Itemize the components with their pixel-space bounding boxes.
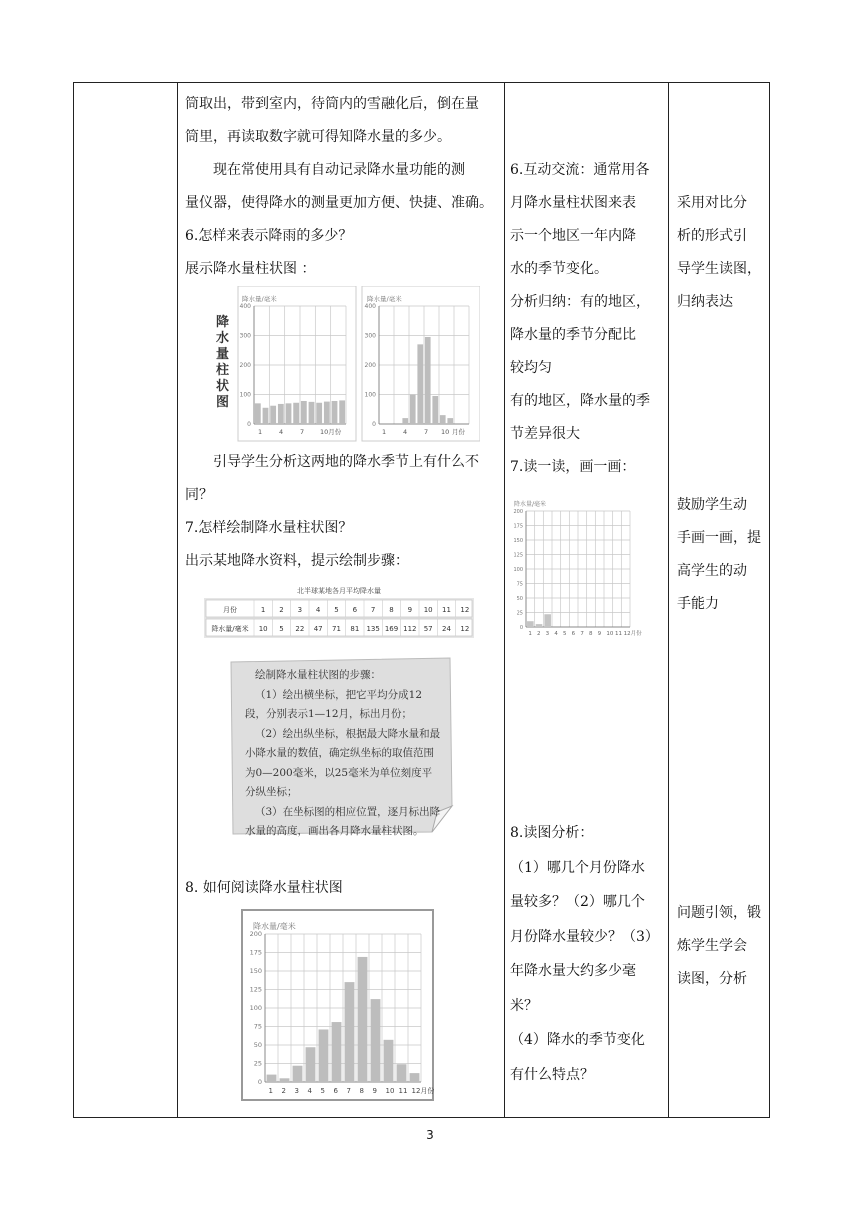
step-item: （2）绘出纵坐标，根据最大降水量和最小降水量的数值，确定纵坐标的取值范围为0—200毫米，以25毫米为单位刻度平分纵坐标； — [245, 727, 441, 798]
bar — [410, 1073, 420, 1082]
bar — [339, 400, 345, 424]
bar — [293, 403, 299, 424]
bar — [402, 418, 408, 424]
x-tick-label: 1 — [258, 428, 263, 436]
body-line: 有什么特点？ — [510, 1066, 594, 1083]
comparison-charts — [186, 286, 480, 442]
design-intent-line: 高学生的动 — [677, 563, 747, 579]
x-tick-label: 11 — [615, 631, 622, 637]
large-rainfall-chart — [241, 909, 434, 1101]
x-tick-label: 4 — [554, 631, 558, 637]
y-tick-label: 100 — [239, 391, 251, 399]
y-tick-label: 25 — [516, 610, 523, 617]
body-line: 8.读图分析： — [510, 825, 594, 841]
x-tick-label: 8 — [589, 631, 593, 637]
x-tick-label: 9 — [597, 631, 602, 637]
x-tick-label: 10 — [385, 1087, 395, 1095]
x-tick-label: 10 — [606, 631, 614, 637]
bar — [309, 402, 315, 424]
y-tick-label: 150 — [513, 538, 523, 544]
y-tick-label: 100 — [513, 567, 523, 573]
body-line: 量较多？（2）哪几个 — [510, 894, 645, 910]
bar — [255, 403, 261, 424]
y-tick-label: 175 — [249, 948, 262, 957]
x-tick-label: 1 — [382, 428, 387, 436]
body-line: 月降水量柱状图来表 — [510, 195, 636, 211]
bar — [332, 401, 338, 424]
table-cell: 9 — [407, 606, 413, 614]
bar — [397, 1064, 407, 1082]
bar — [301, 401, 307, 424]
design-intent-line: 析的形式引 — [677, 228, 747, 244]
design-intent-line: 手能力 — [677, 596, 719, 612]
y-tick-label: 0 — [257, 1078, 262, 1086]
table-cell: 8 — [389, 606, 394, 614]
practice-chart — [508, 495, 648, 637]
y-tick-label: 50 — [516, 596, 523, 602]
bar — [432, 396, 438, 424]
body-line: 示一个地区一年内降 — [510, 228, 636, 244]
bar — [280, 1078, 290, 1082]
chart-side-title: 降水量柱状图 — [216, 315, 230, 410]
x-tick-label: 10月份 — [320, 428, 342, 436]
body-line: 米？ — [510, 997, 538, 1014]
y-tick-label: 125 — [249, 985, 262, 994]
design-intent-line: 归纳表达 — [677, 294, 733, 310]
bar — [371, 999, 381, 1082]
body-line: （1）哪几个月份降水 — [510, 859, 645, 876]
y-tick-label: 200 — [513, 509, 523, 515]
bar — [447, 418, 453, 424]
table-row-header: 月份 — [223, 606, 237, 614]
table-cell: 7 — [370, 606, 376, 614]
y-tick-label: 75 — [516, 581, 523, 588]
x-tick-label: 5 — [320, 1087, 325, 1095]
body-line: 节差异很大 — [510, 426, 580, 442]
table-cell: 4 — [315, 606, 321, 614]
table-cell: 3 — [297, 606, 303, 614]
x-tick-label: 3 — [294, 1087, 299, 1095]
x-tick-label: 4 — [307, 1087, 312, 1095]
bar — [267, 1075, 277, 1082]
y-axis-label: 降水量/毫米 — [242, 295, 277, 303]
table-cell: 24 — [442, 625, 451, 633]
column-divider — [177, 83, 178, 1117]
table-cell: 10 — [423, 606, 433, 614]
body-line: 6.互动交流：通常用各 — [510, 162, 650, 178]
question-heading: 6.怎样来表示降雨的多少？ — [185, 228, 353, 244]
body-line: 降水量的季节分配比 — [510, 327, 636, 343]
table-cell: 1 — [260, 606, 266, 614]
step-item: （3）在坐标图的相应位置，逐月标出降水量的高度，画出各月降水量柱状图。 — [245, 805, 441, 837]
y-tick-label: 100 — [249, 1004, 262, 1012]
bar — [316, 403, 322, 424]
x-tick-label: 9 — [372, 1087, 377, 1095]
x-tick-label: 4 — [403, 428, 408, 436]
x-tick-label: 6 — [333, 1087, 338, 1095]
table-cell: 2 — [279, 606, 284, 614]
x-tick-label: 11 — [398, 1087, 408, 1095]
body-line: 筒里，再读取数字就可得知降水量的多少。 — [185, 129, 451, 145]
x-tick-label: 7 — [346, 1087, 351, 1095]
body-line: 筒取出，带到室内，待筒内的雪融化后，倒在量 — [185, 96, 479, 112]
table-cell: 71 — [332, 625, 341, 633]
table-cell: 112 — [403, 625, 417, 633]
design-intent-line: 采用对比分 — [677, 195, 747, 211]
bar — [278, 404, 284, 424]
y-tick-label: 0 — [519, 625, 523, 631]
rainfall-data-table — [204, 584, 474, 640]
body-line: 分析归纳：有的地区， — [510, 294, 650, 310]
column-divider — [668, 83, 669, 1117]
y-tick-label: 0 — [372, 421, 376, 428]
design-intent-line: 问题引领，锻 — [677, 905, 761, 921]
bar — [324, 402, 330, 424]
table-cell: 12 — [460, 625, 470, 633]
y-tick-label: 125 — [513, 552, 523, 559]
bar — [263, 408, 269, 424]
body-line: 展示降水量柱状图 ： — [185, 261, 316, 277]
x-tick-label: 2 — [537, 631, 541, 637]
bar — [293, 1066, 303, 1082]
x-tick-label: 10 — [441, 428, 450, 436]
table-cell: 5 — [279, 625, 284, 633]
bar — [384, 1040, 394, 1082]
y-tick-label: 150 — [249, 967, 262, 975]
column-divider — [504, 83, 505, 1117]
x-tick-label: 4 — [279, 428, 284, 436]
y-axis-label: 降水量/毫米 — [367, 295, 402, 303]
x-tick-label: 7 — [300, 428, 305, 436]
table-cell: 6 — [352, 606, 358, 614]
y-tick-label: 100 — [364, 391, 376, 399]
body-line: （4）降水的季节变化 — [510, 1032, 645, 1048]
table-title: 北半球某地各月平均降水量 — [297, 587, 381, 595]
y-tick-label: 200 — [249, 930, 262, 938]
bar — [425, 337, 431, 424]
bar — [345, 982, 355, 1082]
design-intent-line: 炼学生学会 — [677, 938, 747, 954]
bar — [319, 1029, 329, 1082]
table-cell: 81 — [350, 625, 360, 633]
x-tick-label: 月份 — [452, 428, 465, 436]
body-line: 出示某地降水资料，提示绘制步骤： — [185, 553, 409, 569]
y-tick-label: 50 — [253, 1041, 262, 1049]
table-cell: 135 — [366, 625, 380, 633]
y-tick-label: 25 — [253, 1059, 262, 1068]
question-heading: 8. 如何阅读降水量柱状图 — [185, 880, 343, 896]
bar — [332, 1022, 342, 1082]
table-cell: 47 — [313, 625, 323, 633]
y-axis-label: 降水量/毫米 — [514, 501, 547, 508]
y-tick-label: 200 — [364, 362, 376, 369]
x-tick-label: 5 — [563, 631, 567, 637]
y-tick-label: 400 — [239, 303, 251, 310]
bar — [306, 1047, 316, 1082]
bar — [358, 957, 368, 1082]
design-intent-line: 导学生读图， — [677, 261, 761, 277]
body-line: 有的地区，降水量的季 — [510, 393, 650, 409]
x-tick-label: 7 — [424, 428, 429, 436]
x-tick-label: 2 — [281, 1087, 286, 1095]
y-axis-label: 降水量/毫米 — [253, 922, 296, 931]
bar — [544, 614, 551, 627]
step-item: （1）绘出横坐标，把它平均分成12段，分别表示1—12月，标出月份； — [245, 688, 423, 720]
table-cell: 169 — [384, 625, 399, 633]
steps-title: 绘制降水量柱状图的步骤： — [255, 669, 381, 681]
page-number: 3 — [426, 1128, 434, 1142]
table-cell: 11 — [442, 606, 451, 614]
y-tick-label: 75 — [253, 1022, 262, 1031]
design-intent-line: 鼓励学生动 — [677, 497, 747, 513]
x-tick-label: 8 — [359, 1087, 364, 1095]
bar — [410, 395, 416, 425]
bar — [536, 624, 543, 627]
table-cell: 10 — [258, 625, 268, 633]
bar — [417, 344, 423, 424]
bar — [440, 415, 446, 424]
x-tick-label: 7 — [580, 631, 584, 637]
y-tick-label: 175 — [513, 523, 523, 530]
y-tick-label: 300 — [364, 332, 376, 340]
table-cell: 22 — [295, 625, 305, 633]
y-tick-label: 200 — [239, 362, 251, 369]
x-tick-label: 3 — [545, 631, 550, 637]
x-tick-label: 1 — [268, 1087, 273, 1095]
bar — [286, 403, 292, 424]
body-line: 同？ — [185, 487, 213, 503]
body-line: 较均匀 — [510, 360, 552, 376]
bar — [270, 406, 276, 424]
design-intent-line: 读图，分析 — [677, 971, 747, 987]
y-tick-label: 400 — [364, 303, 376, 310]
x-tick-label: 1 — [528, 631, 532, 637]
x-tick-label: 6 — [571, 631, 576, 637]
body-line: 7.读一读，画一画： — [510, 459, 636, 475]
x-tick-label: 12月份 — [411, 1087, 434, 1095]
body-line: 年降水量大约多少毫 — [510, 963, 636, 979]
question-heading: 7.怎样绘制降水量柱状图？ — [185, 520, 353, 536]
x-tick-label: 12月份 — [623, 631, 642, 637]
design-intent-line: 手画一画，提 — [677, 530, 761, 546]
table-cell: 57 — [423, 625, 433, 633]
body-line: 现在常使用具有自动记录降水量功能的测 — [213, 162, 465, 178]
y-tick-label: 0 — [247, 421, 251, 428]
steps-note — [227, 656, 454, 836]
y-tick-label: 300 — [239, 332, 251, 340]
bar — [527, 621, 534, 627]
table-cell: 5 — [334, 606, 339, 614]
body-line: 水的季节变化。 — [510, 261, 608, 277]
body-line: 月份降水量较少？（3） — [510, 928, 659, 945]
body-line: 量仪器，使得降水的测量更加方便、快捷、准确。 — [185, 195, 493, 211]
body-line: 引导学生分析这两地的降水季节上有什么不 — [213, 454, 479, 470]
table-cell: 12 — [460, 606, 470, 614]
table-row-header: 降水量/毫米 — [211, 625, 249, 633]
